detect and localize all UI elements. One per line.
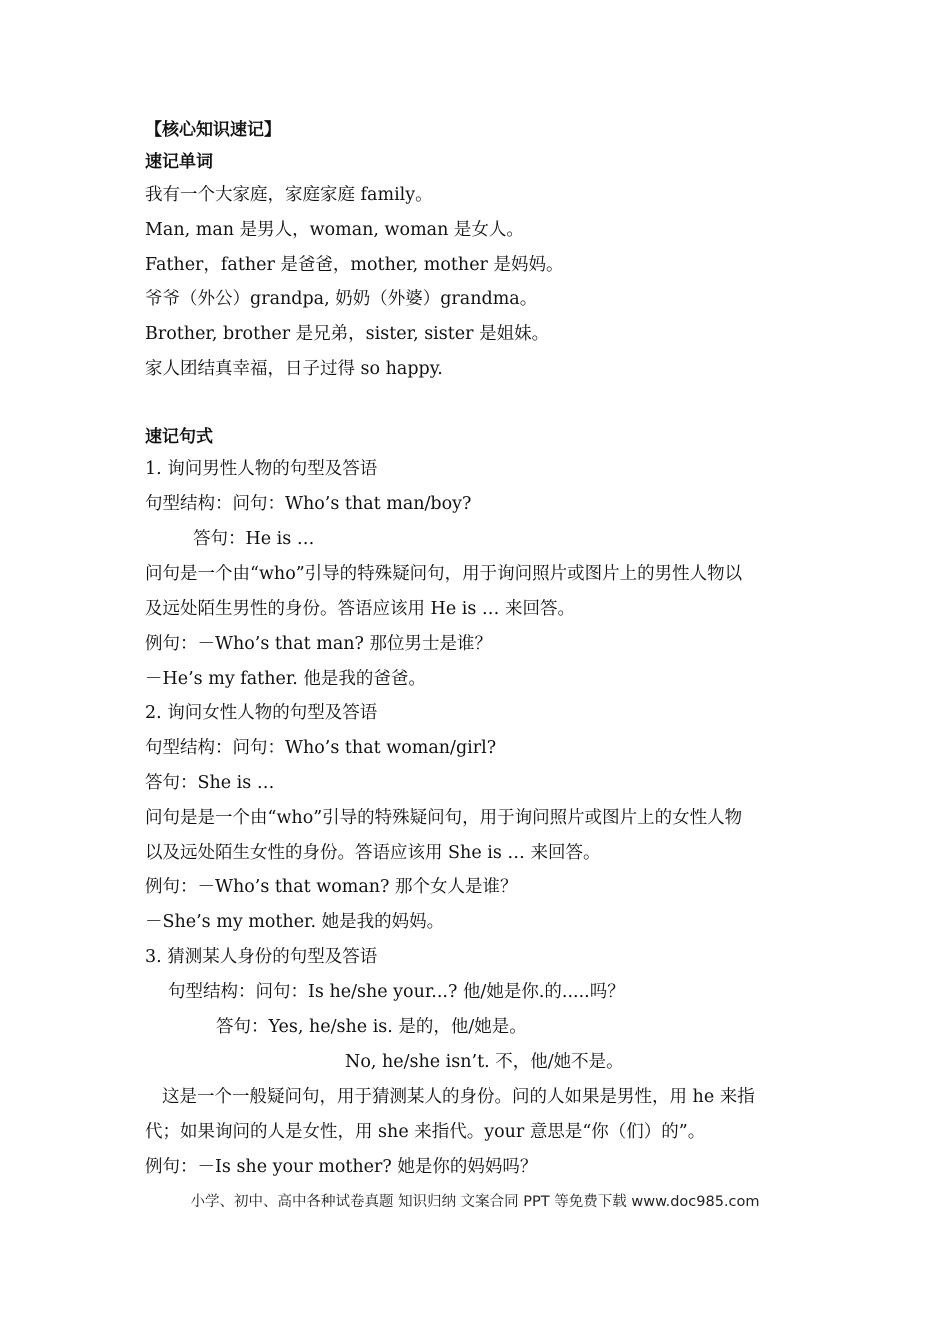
pattern-explanation: 问句是是一个由“who”引导的特殊疑问句，用于询问照片或图片上的女性人物	[145, 808, 743, 828]
pattern-explanation: 问句是一个由“who”引导的特殊疑问句，用于询问照片或图片上的男性人物以	[145, 564, 743, 584]
section-heading: 【核心知识速记】	[145, 120, 281, 140]
pattern-explanation: 及远处陌生男性的身份。答语应该用 He is … 来回答。	[145, 599, 575, 619]
pattern-title: 3. 猜测某人身份的句型及答语	[145, 947, 378, 967]
vocab-line: 家人团结真幸福，日子过得 so happy.	[145, 359, 443, 379]
pattern-answer: No, he/she isn’t. 不，他/她不是。	[345, 1052, 624, 1072]
example-sentence: 例句：－Who’s that woman? 那个女人是谁？	[145, 877, 518, 897]
example-sentence: －She’s my mother. 她是我的妈妈。	[145, 912, 445, 932]
pattern-explanation: 以及远处陌生女性的身份。答语应该用 She is … 来回答。	[145, 843, 601, 863]
pattern-structure: 句型结构：问句：Who’s that woman/girl?	[145, 738, 497, 758]
example-sentence: －He’s my father. 他是我的爸爸。	[145, 669, 426, 689]
vocab-line: Brother, brother 是兄弟，sister, sister 是姐妹。	[145, 324, 550, 344]
sentences-title: 速记句式	[145, 427, 213, 447]
pattern-answer: 答句：Yes, he/she is. 是的，他/她是。	[216, 1017, 527, 1037]
vocab-title: 速记单词	[145, 152, 213, 172]
pattern-answer: 答句：He is …	[193, 529, 315, 549]
pattern-answer: 答句：She is …	[145, 773, 275, 793]
vocab-line: Father，father 是爸爸，mother, mother 是妈妈。	[145, 255, 564, 275]
pattern-structure: 句型结构：问句：Is he/she your...? 他/她是你.的.....吗？	[168, 982, 625, 1002]
vocab-line: 我有一个大家庭，家庭家庭 family。	[145, 185, 433, 205]
pattern-explanation: 这是一个一般疑问句，用于猜测某人的身份。问的人如果是男性，用 he 来指	[162, 1087, 755, 1107]
pattern-title: 2. 询问女性人物的句型及答语	[145, 703, 378, 723]
page-footer: 小学、初中、高中各种试卷真题 知识归纳 文案合同 PPT 等免费下载 www.doc985.com	[190, 1194, 760, 1210]
pattern-title: 1. 询问男性人物的句型及答语	[145, 459, 378, 479]
pattern-explanation: 代；如果询问的人是女性，用 she 来指代。your 意思是“你（们）的”。	[145, 1122, 706, 1142]
example-sentence: 例句：－Who’s that man? 那位男士是谁？	[145, 634, 492, 654]
pattern-structure: 句型结构：问句：Who’s that man/boy?	[145, 494, 472, 514]
example-sentence: 例句：－Is she your mother? 她是你的妈妈吗？	[145, 1157, 538, 1177]
vocab-line: 爷爷（外公）grandpa, 奶奶（外婆）grandma。	[145, 289, 538, 309]
vocab-line: Man, man 是男人，woman, woman 是女人。	[145, 220, 524, 240]
